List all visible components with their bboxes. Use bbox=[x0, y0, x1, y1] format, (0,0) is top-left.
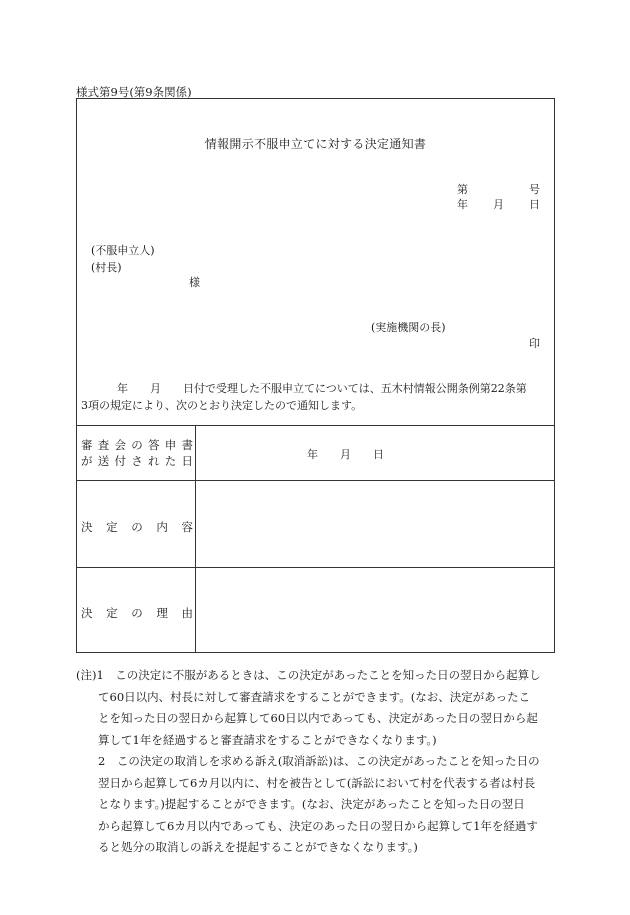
note-line: 翌日から起算して6カ月以内に、村を被告として(訴訟において村を代表する者は村長 bbox=[98, 775, 536, 790]
note-line: ると処分の取消しの訴えを提起することができなくなります。) bbox=[98, 840, 418, 854]
notice-frame bbox=[76, 98, 555, 653]
seal-mark: 印 bbox=[529, 337, 540, 350]
note-line: 2 この決定の取消しを求める訴え(取消訴訟)は、この決定があったことを知った日の bbox=[98, 754, 540, 768]
table-row-divider-2 bbox=[77, 567, 554, 568]
label-char: 送 bbox=[97, 454, 110, 468]
label-char: 審 bbox=[81, 438, 93, 452]
label-char: 理 bbox=[156, 606, 168, 620]
note-line: て60日以内、村長に対して審査請求をすることができます。(なお、決定があったこ bbox=[98, 689, 531, 704]
label-char: 書 bbox=[181, 438, 193, 452]
label-char: さ bbox=[131, 454, 143, 468]
label-char: 容 bbox=[181, 520, 193, 534]
label-char: 日 bbox=[181, 454, 193, 468]
label-char: 定 bbox=[106, 606, 118, 620]
answer-date-label-line-2 bbox=[81, 453, 193, 469]
label-char: が bbox=[81, 454, 93, 468]
label-char: 由 bbox=[181, 606, 193, 620]
label-char: れ bbox=[148, 454, 160, 468]
issue-year: 年 bbox=[457, 198, 468, 211]
appellant-label: (不服申立人) bbox=[91, 244, 155, 257]
body-text-line-2: 3項の規定により、次のとおり決定したので通知します。 bbox=[81, 399, 363, 412]
label-char: 内 bbox=[156, 520, 168, 534]
label-char: 会 bbox=[114, 438, 126, 452]
issue-month: 月 bbox=[493, 198, 504, 211]
honorific: 様 bbox=[189, 276, 200, 289]
decision-reason-label bbox=[81, 605, 193, 621]
label-char: の bbox=[131, 438, 143, 452]
answer-date-value: 年 月 日 bbox=[307, 448, 384, 461]
number-prefix: 第 bbox=[457, 183, 468, 196]
label-char: 付 bbox=[114, 454, 126, 468]
table-top-border bbox=[77, 425, 554, 426]
label-char: 申 bbox=[164, 438, 177, 452]
note-line: から起算して6カ月以内であっても、決定のあった日の翌日から起算して1年を経過す bbox=[98, 818, 538, 833]
label-char: の bbox=[131, 520, 143, 534]
label-char: 決 bbox=[81, 606, 93, 620]
notes-section bbox=[76, 665, 556, 859]
label-char: 決 bbox=[81, 520, 93, 534]
label-char: の bbox=[131, 606, 143, 620]
decision-content-label bbox=[81, 519, 193, 535]
label-char: 査 bbox=[97, 438, 110, 452]
label-char: 答 bbox=[148, 438, 160, 452]
body-text-line-1: 年 月 日付で受理した不服申立てについては、五木村情報公開条例第22条第 bbox=[117, 382, 527, 395]
label-char: た bbox=[164, 454, 177, 468]
answer-date-label bbox=[81, 437, 193, 469]
table-row-divider-1 bbox=[77, 480, 554, 481]
village-head-label: (村長) bbox=[91, 261, 122, 274]
issue-day: 日 bbox=[529, 198, 540, 211]
number-suffix: 号 bbox=[529, 183, 540, 196]
document-title: 情報開示不服申立てに対する決定通知書 bbox=[204, 137, 427, 151]
note-line: (注)1 この決定に不服があるときは、この決定があったことを知った日の翌日から起算し bbox=[76, 668, 541, 682]
note-line: とを知った日の翌日から起算して60日以内であっても、決定があった日の翌日から起 bbox=[98, 711, 538, 725]
agency-head-label: (実施機関の長) bbox=[371, 321, 446, 334]
note-line: 算して1年を経過すると審査請求をすることができなくなります。) bbox=[98, 732, 437, 747]
label-char: 定 bbox=[106, 520, 118, 534]
note-line: となります。)提起することができます。(なお、決定があったことを知った日の翌日 bbox=[98, 797, 525, 811]
answer-date-label-line-1 bbox=[81, 437, 193, 453]
form-label: 様式第9号(第9条関係) bbox=[76, 85, 192, 99]
table-column-divider bbox=[195, 425, 196, 652]
